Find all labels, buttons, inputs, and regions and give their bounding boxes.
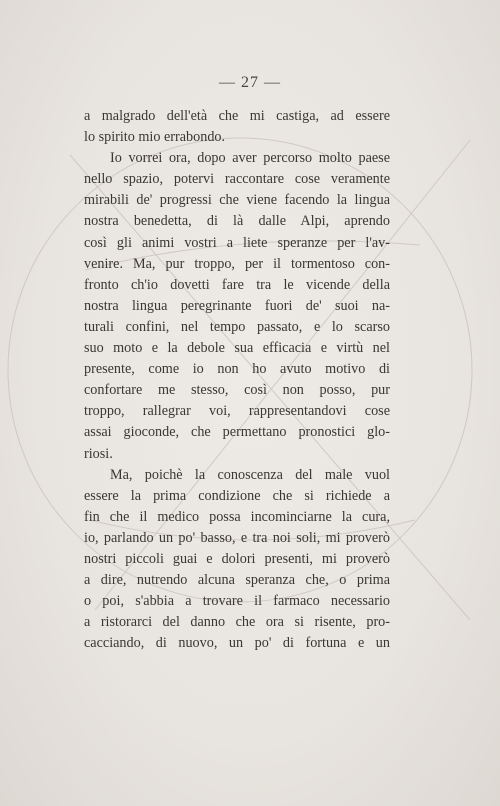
text-line: nostra benedetta, di là dalle Alpi, aprendo	[84, 213, 390, 230]
text-line: presente, come io non ho avuto motivo di	[84, 361, 390, 378]
text-line: venire. Ma, pur troppo, per il tormentoso con-	[84, 255, 390, 272]
page-number: — 27 —	[219, 74, 281, 91]
text-line: fin che il medico possa incominciarne la cura,	[84, 508, 390, 525]
text-line: Ma, poichè la conoscenza del male vuol	[110, 466, 390, 483]
text-line: suo moto e la debole sua efficacia e virtù nel	[84, 340, 390, 357]
text-line: io, parlando un po' basso, e tra noi soli, mi proverò	[84, 529, 390, 546]
text-line: nello spazio, potervi raccontare cose veramente	[84, 171, 390, 188]
text-line: nostri piccoli guai e dolori presenti, mi proverò	[84, 550, 390, 567]
text-line: turali confini, nel tempo passato, e lo scarso	[84, 318, 390, 335]
text-line: così gli animi vostri a liete speranze per l'av-	[84, 234, 390, 251]
text-line: lo spirito mio errabondo.	[84, 129, 226, 146]
body-text	[84, 106, 390, 654]
text-line: nostra lingua peregrinante fuori de' suoi na-	[84, 297, 390, 314]
text-line: fronto ch'io dovetti fare tra le vicende della	[84, 276, 390, 293]
text-line: mirabili de' progressi che viene facendo la lingua	[84, 192, 390, 209]
text-line: a ristorarci del danno che ora si risente, pro-	[84, 614, 390, 631]
text-line: cacciando, di nuovo, un po' di fortuna e un	[84, 635, 390, 652]
text-line: o poi, s'abbia a trovare il farmaco necessario	[84, 593, 390, 610]
text-line: confortare me stesso, così non posso, pur	[84, 382, 390, 399]
text-line: Io vorrei ora, dopo aver percorso molto paese	[110, 150, 390, 167]
text-line: essere la prima condizione che si richiede a	[84, 487, 390, 504]
text-line: assai gioconde, che permettano pronostici glo-	[84, 424, 390, 441]
text-line: riosi.	[84, 445, 113, 462]
text-line: a malgrado dell'età che mi castiga, ad essere	[84, 108, 390, 124]
text-line: troppo, rallegrar voi, rappresentandovi cose	[84, 403, 390, 420]
text-line: a dire, nutrendo alcuna speranza che, o prima	[84, 572, 390, 589]
